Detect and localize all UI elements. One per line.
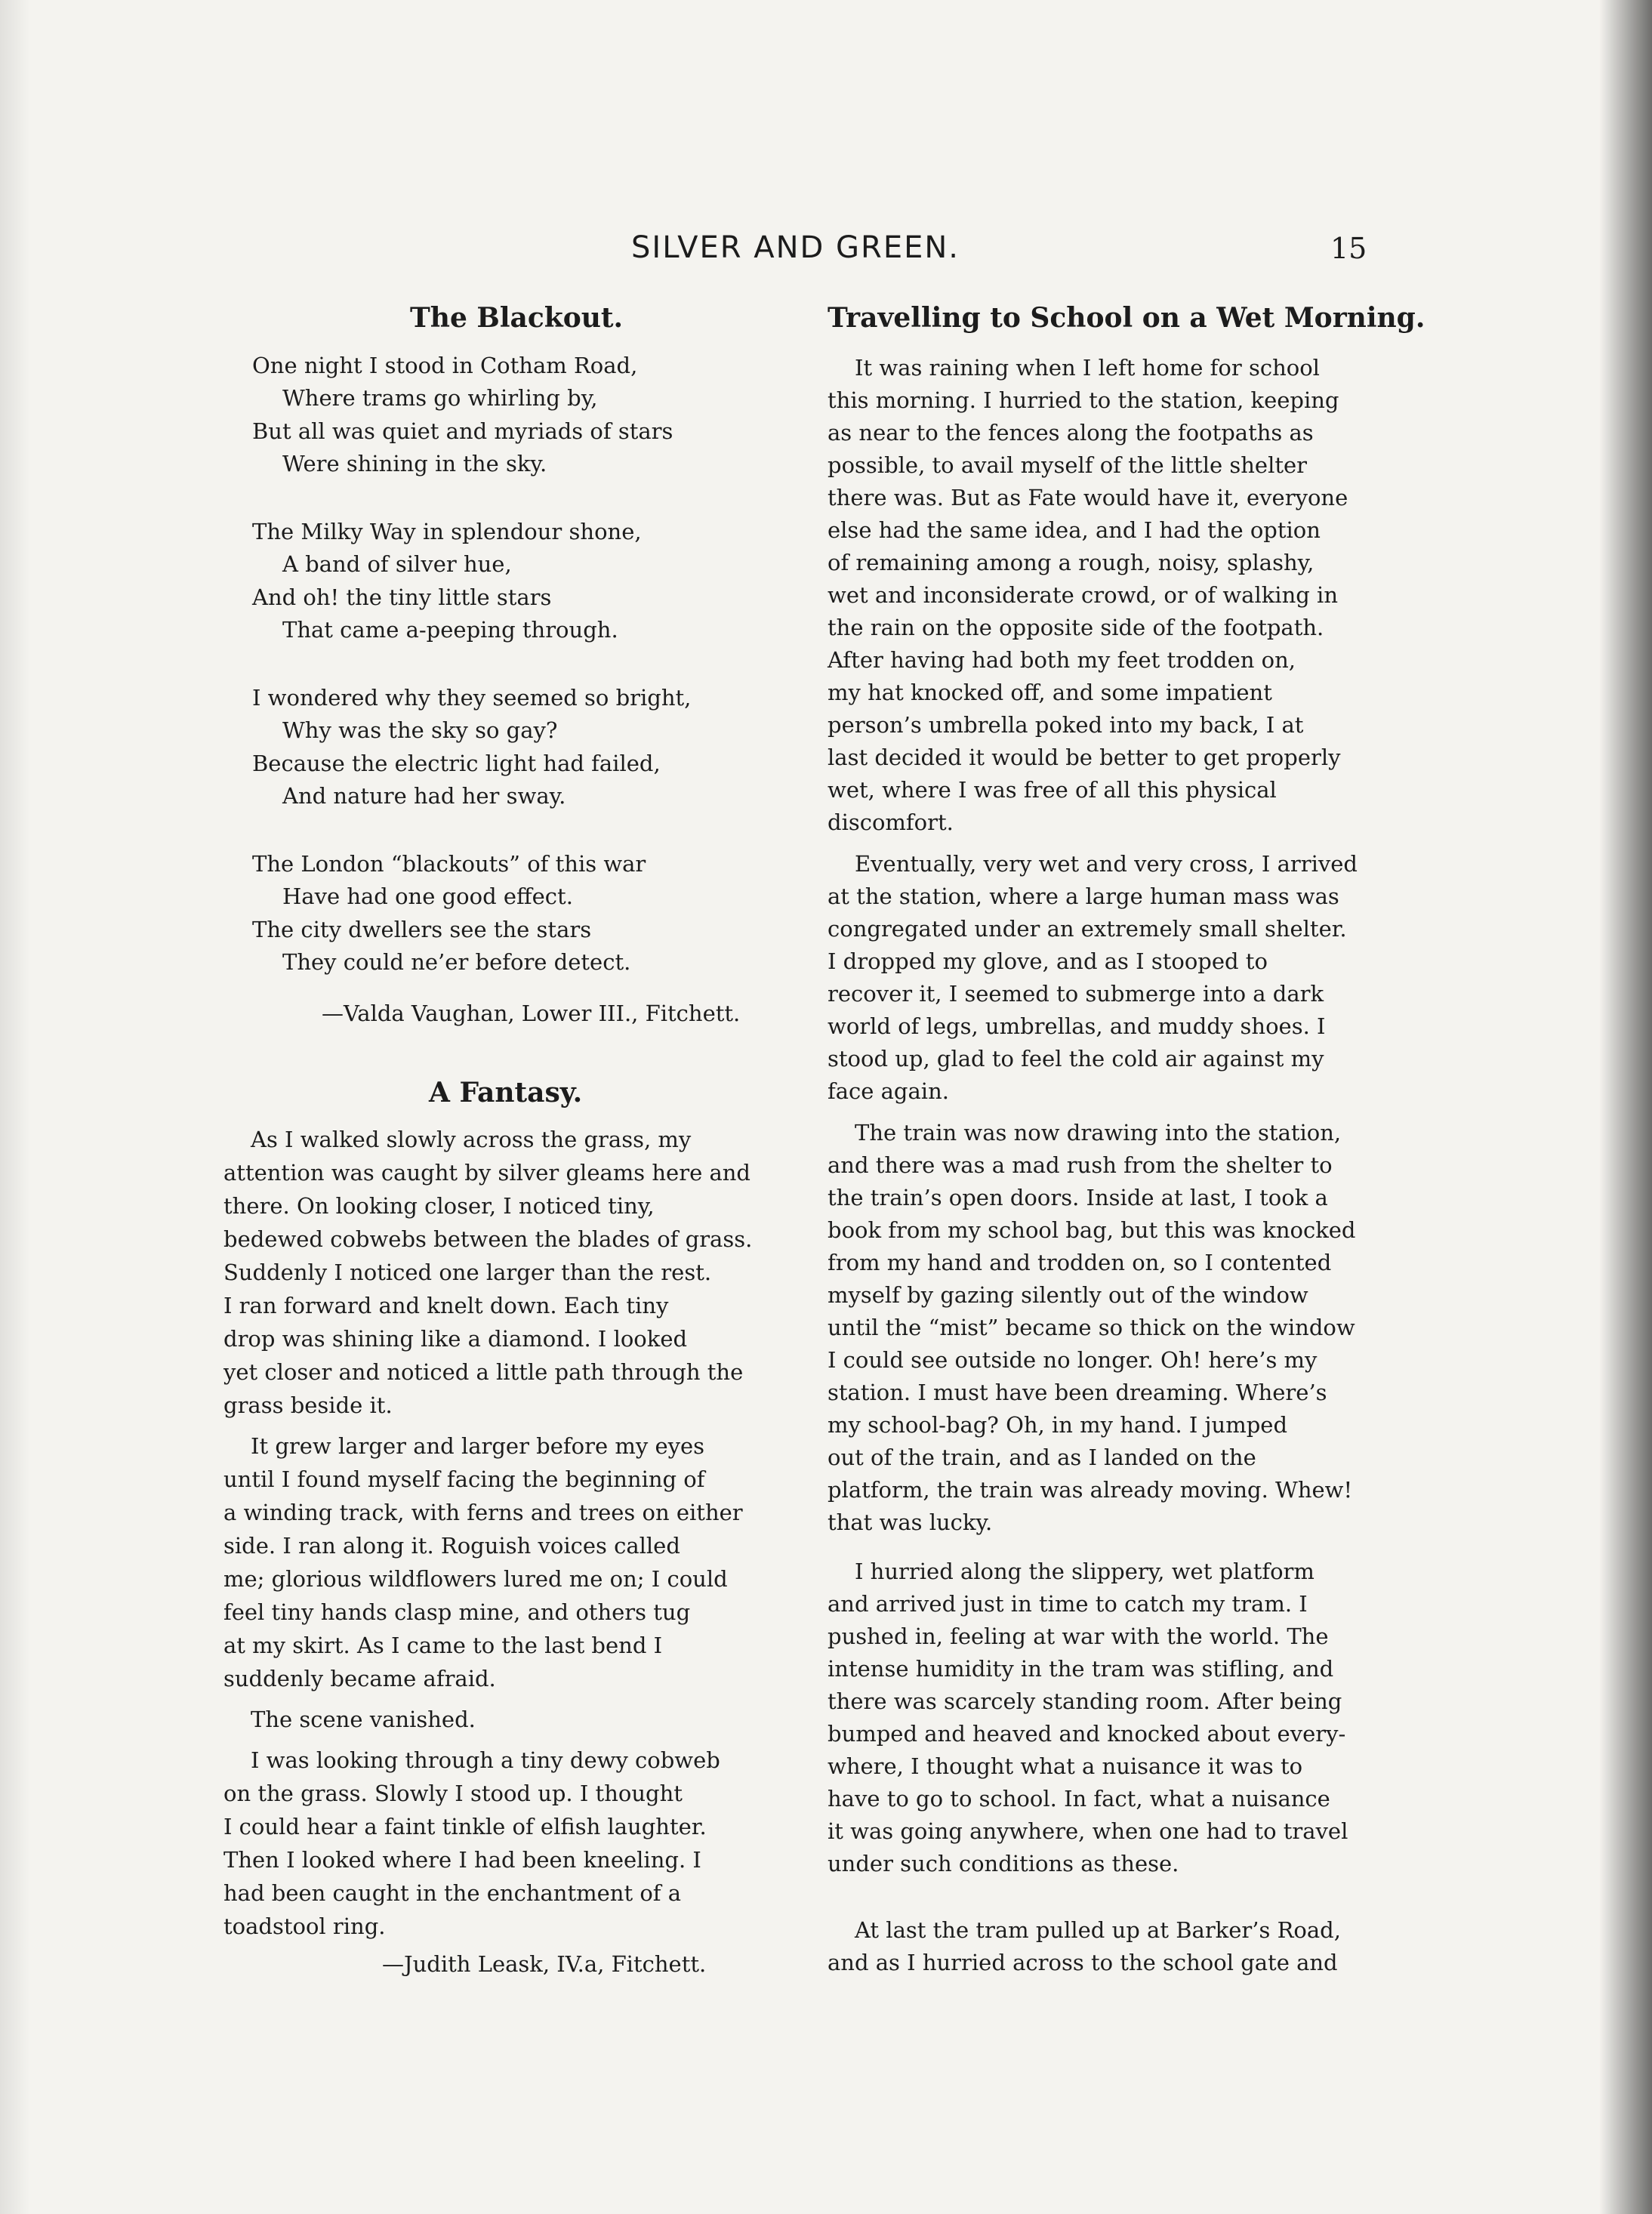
text-line: that was lucky. (828, 1509, 993, 1535)
text-line: out of the train, and as I landed on the (828, 1445, 1256, 1470)
text-line: face again. (828, 1078, 949, 1104)
text-line: else had the same idea, and I had the option (828, 517, 1321, 543)
text-line: Eventually, very wet and very cross, I arrived (855, 851, 1358, 877)
text-line: from my hand and trodden on, so I contented (828, 1250, 1332, 1275)
blackout-title: The Blackout. (410, 302, 624, 334)
text-line: wet and inconsiderate crowd, or of walking in (828, 582, 1338, 608)
poem-line: They could ne’er before detect. (282, 949, 631, 975)
text-line: I hurried along the slippery, wet platform (855, 1559, 1315, 1584)
text-line: I could hear a faint tinkle of elfish laughter. (223, 1814, 707, 1839)
text-line: of remaining among a rough, noisy, splashy, (828, 550, 1315, 575)
text-line: I dropped my glove, and as I stooped to (828, 948, 1268, 974)
running-header-title: SILVER AND GREEN. (631, 230, 960, 265)
text-line: side. I ran along it. Roguish voices called (223, 1533, 680, 1559)
poem-line: One night I stood in Cotham Road, (252, 353, 638, 378)
text-line: I could see outside no longer. Oh! here’s my (828, 1347, 1318, 1373)
poem-line: Where trams go whirling by, (282, 385, 598, 411)
poem-line: Why was the sky so gay? (282, 717, 558, 743)
text-line: where, I thought what a nuisance it was to (828, 1753, 1303, 1779)
text-line: as near to the fences along the footpaths as (828, 420, 1314, 446)
text-line: It grew larger and larger before my eyes (251, 1433, 705, 1459)
text-line: At last the tram pulled up at Barker’s Road, (855, 1917, 1341, 1943)
text-line: had been caught in the enchantment of a (223, 1880, 682, 1906)
text-line: yet closer and noticed a little path through the (223, 1359, 744, 1385)
text-line: have to go to school. In fact, what a nuisance (828, 1786, 1330, 1812)
text-line: toadstool ring. (223, 1913, 386, 1939)
text-line: suddenly became afraid. (223, 1666, 496, 1691)
text-line: until the “mist” became so thick on the window (828, 1315, 1355, 1340)
text-line: until I found myself facing the beginning of (223, 1466, 705, 1492)
text-line: station. I must have been dreaming. Where’s (828, 1380, 1327, 1405)
poem-line: The city dwellers see the stars (252, 917, 592, 942)
text-line: at my skirt. As I came to the last bend I (223, 1633, 663, 1658)
text-line: my hat knocked off, and some impatient (828, 680, 1272, 705)
page-edge-shadow-left (0, 0, 30, 2214)
page-edge-shadow-right (1599, 0, 1652, 2214)
poem-line: And oh! the tiny little stars (252, 584, 552, 610)
text-line: After having had both my feet trodden on, (828, 647, 1296, 673)
text-line: The scene vanished. (251, 1707, 476, 1732)
text-line: last decided it would be better to get properly (828, 745, 1341, 770)
text-line: at the station, where a large human mass was (828, 883, 1339, 909)
text-line: book from my school bag, but this was knocked (828, 1217, 1356, 1243)
text-line: my school-bag? Oh, in my hand. I jumped (828, 1412, 1288, 1438)
text-line: bumped and heaved and knocked about every- (828, 1721, 1346, 1747)
text-line: wet, where I was free of all this physical (828, 777, 1277, 803)
text-line: grass beside it. (223, 1392, 393, 1418)
text-line: there was. But as Fate would have it, everyone (828, 485, 1348, 510)
text-line: intense humidity in the tram was stifling, and (828, 1656, 1334, 1682)
text-line: bedewed cobwebs between the blades of grass. (223, 1226, 753, 1252)
text-line: pushed in, feeling at war with the world. The (828, 1623, 1329, 1649)
text-line: it was going anywhere, when one had to travel (828, 1818, 1348, 1844)
poem-line: A band of silver hue, (282, 551, 512, 577)
travelling-title: Travelling to School on a Wet Morning. (828, 302, 1425, 334)
poem-line: Because the electric light had failed, (252, 751, 661, 776)
text-line: The train was now drawing into the station, (855, 1120, 1342, 1146)
text-line: person’s umbrella poked into my back, I at (828, 712, 1304, 738)
text-line: As I walked slowly across the grass, my (251, 1127, 692, 1152)
text-line: feel tiny hands clasp mine, and others tug (223, 1599, 691, 1625)
poem-line: But all was quiet and myriads of stars (252, 418, 673, 444)
text-line: Suddenly I noticed one larger than the rest. (223, 1260, 712, 1285)
text-line: stood up, glad to feel the cold air against my (828, 1046, 1324, 1072)
text-line: me; glorious wildflowers lured me on; I could (223, 1566, 728, 1592)
text-line: congregated under an extremely small shelter. (828, 916, 1347, 942)
page-number: 15 (1330, 232, 1367, 265)
text-line: and as I hurried across to the school gate and (828, 1950, 1338, 1975)
poem-line: The London “blackouts” of this war (252, 851, 646, 877)
blackout-author-byline: —Valda Vaughan, Lower III., Fitchett. (322, 1001, 741, 1026)
text-line: world of legs, umbrellas, and muddy shoes. I (828, 1013, 1326, 1039)
poem-line: Were shining in the sky. (282, 451, 547, 476)
text-line: attention was caught by silver gleams here and (223, 1160, 750, 1186)
poem-line: I wondered why they seemed so bright, (252, 685, 692, 711)
text-line: a winding track, with ferns and trees on either (223, 1500, 743, 1525)
text-line: on the grass. Slowly I stood up. I thought (223, 1781, 683, 1806)
text-line: platform, the train was already moving. Whew! (828, 1477, 1353, 1503)
text-line: discomfort. (828, 809, 954, 835)
poem-line: That came a-peeping through. (282, 617, 618, 643)
text-line: Then I looked where I had been kneeling. I (223, 1847, 701, 1873)
text-line: there. On looking closer, I noticed tiny, (223, 1193, 655, 1219)
text-line: I was looking through a tiny dewy cobweb (251, 1747, 720, 1773)
text-line: under such conditions as these. (828, 1851, 1179, 1876)
text-line: recover it, I seemed to submerge into a dark (828, 981, 1324, 1007)
text-line: I ran forward and knelt down. Each tiny (223, 1293, 669, 1318)
text-line: the rain on the opposite side of the footpath. (828, 615, 1324, 640)
text-line: and there was a mad rush from the shelter to (828, 1152, 1333, 1178)
text-line: possible, to avail myself of the little shelter (828, 452, 1308, 478)
poem-line: Have had one good effect. (282, 883, 573, 909)
poem-line: The Milky Way in splendour shone, (252, 519, 642, 544)
fantasy-author-byline: —Judith Leask, IV.a, Fitchett. (382, 1951, 707, 1977)
poem-line: And nature had her sway. (282, 783, 566, 809)
text-line: there was scarcely standing room. After being (828, 1688, 1342, 1714)
text-line: this morning. I hurried to the station, keeping (828, 387, 1339, 413)
text-line: drop was shining like a diamond. I looked (223, 1326, 688, 1352)
text-line: It was raining when I left home for school (855, 355, 1320, 381)
text-line: and arrived just in time to catch my tram. I (828, 1591, 1308, 1617)
text-line: the train’s open doors. Inside at last, I took a (828, 1185, 1328, 1210)
text-line: myself by gazing silently out of the window (828, 1282, 1308, 1308)
fantasy-title: A Fantasy. (429, 1077, 583, 1109)
